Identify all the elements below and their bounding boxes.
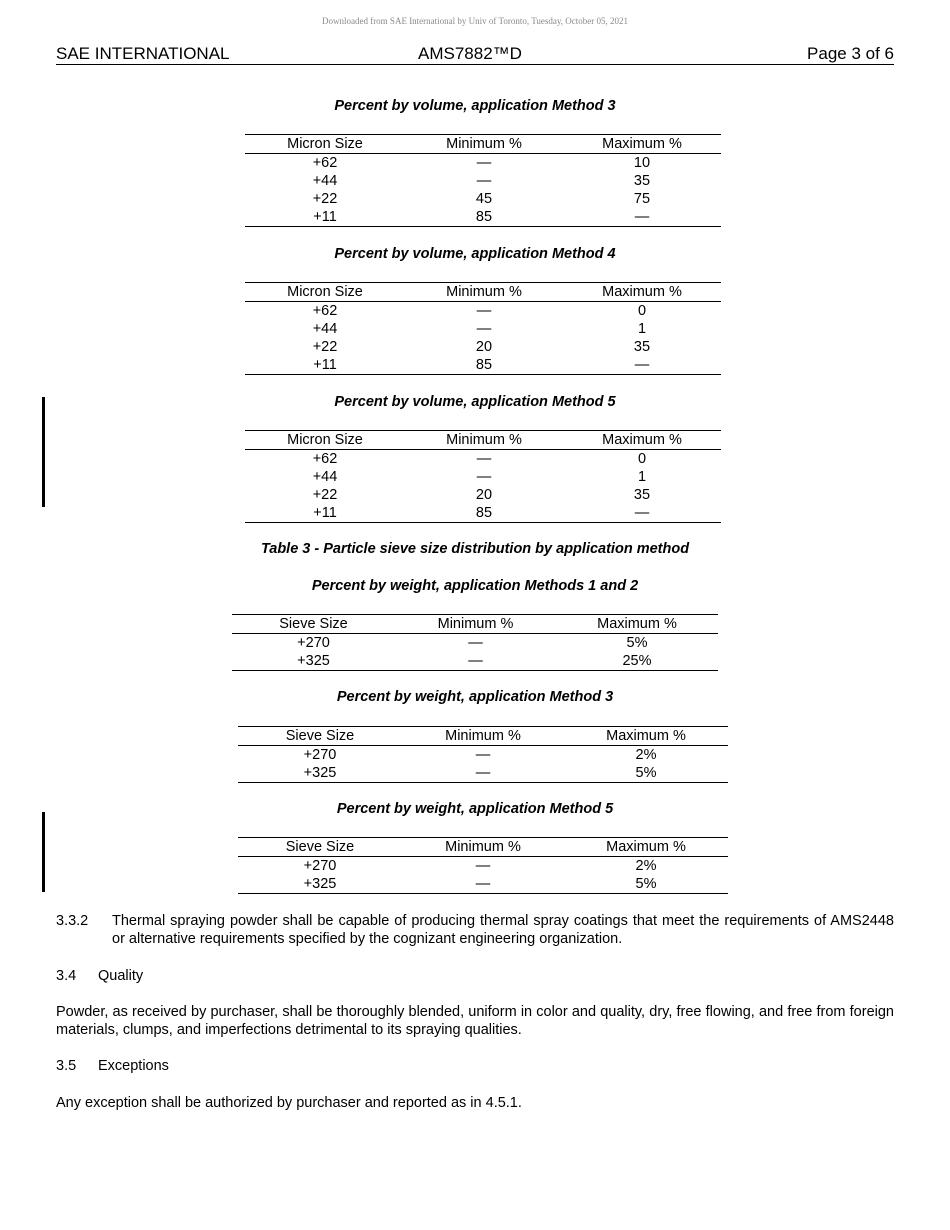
table-cell: +325 [238, 764, 402, 783]
column-header: Micron Size [245, 283, 405, 302]
column-header: Minimum % [405, 431, 563, 450]
table-row [245, 154, 721, 173]
table-cell: 85 [405, 356, 563, 375]
table-cell: 2% [635, 747, 657, 763]
table-caption: Percent by volume, application Method 3 [334, 98, 616, 114]
weight-table-method-5 [238, 837, 728, 894]
download-watermark: Downloaded from SAE International by Univ of Toronto, Tuesday, October 05, 2021 [321, 16, 629, 26]
table-cell: 75 [633, 191, 651, 207]
table-cell: — [563, 356, 721, 375]
section-number: 3.3.2 [56, 913, 89, 929]
revision-change-bar [42, 812, 45, 892]
table-cell: 85 [405, 504, 563, 523]
section-number: 3.5 [56, 1058, 77, 1074]
table-cell: 1 [637, 469, 647, 485]
column-header: Minimum % [402, 838, 564, 857]
column-header: Maximum % [563, 283, 721, 302]
table-row [238, 875, 728, 894]
table-cell: — [476, 303, 492, 319]
table-header-row [238, 838, 728, 857]
table-row [245, 190, 721, 208]
table-cell: — [563, 208, 721, 227]
column-header: Maximum % [564, 727, 728, 746]
table-row [232, 634, 718, 653]
column-header: Maximum % [563, 135, 721, 154]
table-cell: +270 [303, 747, 337, 763]
table-cell: +325 [238, 875, 402, 894]
table-cell: 35 [633, 339, 651, 355]
table-caption: Percent by weight, application Method 5 [336, 801, 614, 817]
table-row [245, 450, 721, 469]
table-cell: 1 [637, 321, 647, 337]
table-cell: +22 [312, 191, 338, 207]
section-text: Thermal spraying powder shall be capable of producing thermal spray coatings that meet the requirements of AMS2448 or alternative requirements specified by the cognizant engineering organization. [112, 913, 894, 947]
table-cell: +62 [312, 303, 338, 319]
table-cell: 0 [637, 451, 647, 467]
page-header [56, 44, 894, 65]
table-cell: — [402, 764, 564, 783]
column-header: Sieve Size [232, 615, 395, 634]
column-header: Micron Size [245, 135, 405, 154]
header-organization: SAE INTERNATIONAL [56, 44, 230, 63]
table-cell: +62 [312, 451, 338, 467]
table-cell: — [475, 747, 491, 763]
section-number: 3.4 [56, 968, 77, 984]
volume-table-method-3 [245, 134, 721, 227]
table-cell: +62 [312, 155, 338, 171]
table-row [232, 652, 718, 671]
table-cell: 20 [475, 339, 493, 355]
table-row [245, 504, 721, 523]
volume-table-method-4 [245, 282, 721, 375]
table-cell: +270 [297, 635, 330, 651]
column-header: Minimum % [402, 727, 564, 746]
section-title: Exceptions [98, 1058, 169, 1074]
column-header: Minimum % [395, 615, 556, 634]
table-cell: +44 [312, 173, 338, 189]
table-caption: Percent by volume, application Method 5 [334, 394, 616, 410]
header-page-number: Page 3 of 6 [807, 44, 894, 63]
column-header: Sieve Size [238, 727, 402, 746]
table-cell: 20 [475, 487, 493, 503]
table-cell: 10 [633, 155, 651, 171]
table-cell: — [563, 504, 721, 523]
table-cell: +44 [312, 469, 338, 485]
table-row [245, 338, 721, 356]
table-row [245, 172, 721, 190]
table-caption: Percent by weight, application Method 3 [336, 689, 614, 705]
column-header: Maximum % [556, 615, 718, 634]
table-row [245, 356, 721, 375]
table-row [238, 857, 728, 876]
table-cell: 5% [626, 635, 648, 651]
table-header-row [245, 431, 721, 450]
table-cell: +11 [245, 504, 405, 523]
table-cell: 25% [556, 652, 718, 671]
weight-table-methods-1-2 [232, 614, 718, 671]
table-row [245, 302, 721, 321]
table-cell: 35 [633, 487, 651, 503]
table-cell: +22 [312, 487, 338, 503]
table-cell: +270 [303, 858, 337, 874]
table-caption: Percent by weight, application Methods 1 and 2 [311, 578, 639, 594]
section-3-4-text: Powder, as received by purchaser, shall be thoroughly blended, uniform in color and quality, dry, free flowing, and free from foreign materials, clumps, and imperfections detrimental to its spraying qualities. [56, 1004, 894, 1038]
table-cell: — [395, 652, 556, 671]
table-cell: 0 [637, 303, 647, 319]
column-header: Micron Size [245, 431, 405, 450]
table-cell: 5% [564, 764, 728, 783]
section-3-3-2 [56, 912, 894, 948]
table-cell: +44 [312, 321, 338, 337]
column-header: Minimum % [405, 283, 563, 302]
table-cell: +11 [245, 356, 405, 375]
table-cell: +325 [232, 652, 395, 671]
table-cell: — [402, 875, 564, 894]
table-row [238, 746, 728, 765]
table-cell: — [476, 451, 492, 467]
table-cell: +11 [245, 208, 405, 227]
revision-change-bar [42, 397, 45, 507]
table-cell: — [475, 858, 491, 874]
table-cell: — [468, 635, 483, 651]
table-cell: +22 [312, 339, 338, 355]
table-header-row [245, 283, 721, 302]
table-row [245, 468, 721, 486]
section-title: Quality [98, 968, 144, 984]
table-cell: — [476, 155, 492, 171]
table-cell: 85 [405, 208, 563, 227]
column-header: Maximum % [564, 838, 728, 857]
table-cell: 5% [564, 875, 728, 894]
column-header: Maximum % [563, 431, 721, 450]
table-header-row [232, 615, 718, 634]
section-3-4-heading [56, 967, 143, 985]
volume-table-method-5 [245, 430, 721, 523]
table-row [238, 764, 728, 783]
column-header: Sieve Size [238, 838, 402, 857]
header-document-number: AMS7882™D [418, 44, 522, 63]
table-row [245, 320, 721, 338]
table-row [245, 208, 721, 227]
table-caption: Percent by volume, application Method 4 [334, 246, 616, 262]
table-cell: — [476, 469, 492, 485]
table-row [245, 486, 721, 504]
section-3-5-heading [56, 1057, 169, 1075]
table-3-title: Table 3 - Particle sieve size distribution by application method [260, 541, 690, 557]
table-cell: — [476, 321, 492, 337]
table-header-row [245, 135, 721, 154]
table-cell: 45 [475, 191, 493, 207]
table-header-row [238, 727, 728, 746]
weight-table-method-3 [238, 726, 728, 783]
section-3-5-text: Any exception shall be authorized by purchaser and reported as in 4.5.1. [56, 1095, 522, 1111]
table-cell: 2% [635, 858, 657, 874]
table-cell: — [476, 173, 492, 189]
table-cell: 35 [633, 173, 651, 189]
column-header: Minimum % [405, 135, 563, 154]
